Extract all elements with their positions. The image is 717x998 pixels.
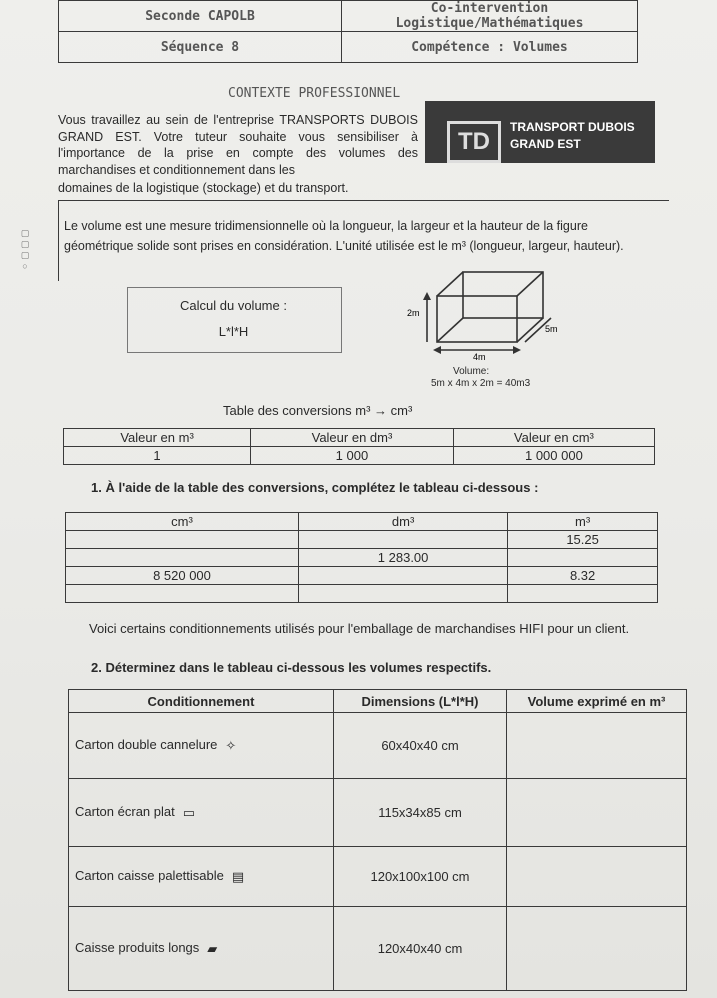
conv-header-dm3: Valeur en dm³ [251, 429, 454, 447]
t2-volume-answer[interactable] [507, 713, 687, 779]
volume-label: Volume: [453, 366, 490, 377]
t1-cell[interactable] [66, 549, 299, 567]
conv-header-cm3: Valeur en cm³ [453, 429, 654, 447]
logo-mark: TD [447, 121, 501, 163]
packaging-name: Carton double cannelure [75, 737, 218, 753]
t1-cell[interactable] [298, 585, 507, 603]
packaging-name: Carton écran plat [75, 804, 175, 820]
exercise-1-table [65, 512, 658, 603]
t2-volume-answer[interactable] [507, 847, 687, 907]
flat-screen-box-icon: ▭ [182, 804, 196, 820]
t1-header-dm3: dm³ [298, 513, 507, 531]
class-cell: Seconde CAPOLB [59, 1, 342, 32]
pallet-box-icon: ▤ [231, 868, 245, 884]
cointervention-cell [342, 1, 638, 32]
table-row [66, 585, 658, 603]
t2-header-packaging: Conditionnement [69, 690, 334, 713]
t1-cell[interactable] [66, 531, 299, 549]
intro-end: domaines de la logistique (stockage) et du transport. [58, 181, 349, 195]
header-table [58, 0, 638, 63]
t1-cell[interactable] [508, 585, 658, 603]
t1-cell[interactable]: 8 520 000 [66, 567, 299, 585]
contexte-heading: CONTEXTE PROFESSIONNEL [228, 86, 401, 101]
table-row [66, 549, 658, 567]
question-1: 1. À l'aide de la table des conversions, complétez le tableau ci-dessous : [91, 480, 539, 495]
t1-header-m3: m³ [508, 513, 658, 531]
side-margin-icon: ▢ ▢ ▢ ○ [20, 228, 30, 271]
table-row [69, 907, 687, 991]
packaging-intro: Voici certains conditionnements utilisés pour l'emballage de marchandises HIFI pour un client. [89, 621, 630, 636]
competence-cell: Compétence : Volumes [342, 32, 638, 63]
t2-volume-answer[interactable] [507, 779, 687, 847]
table-row [69, 713, 687, 779]
table-row [69, 847, 687, 907]
conv-header-m3: Valeur en m³ [64, 429, 251, 447]
t2-cell [69, 847, 334, 907]
t2-volume-answer[interactable] [507, 907, 687, 991]
cointervention-text: Co-intervention [430, 1, 549, 16]
t2-dimension: 120x40x40 cm [334, 907, 507, 991]
definition-text: Le volume est une mesure tridimensionnelle où la longueur, la largeur et la hauteur de la figure géométrique solide sont prises en considération. L'unité utilisée est le m³ (longueur, largeur, hauteur). [64, 219, 624, 253]
formula-title: Calcul du volume : [180, 298, 287, 313]
t2-dimension: 120x100x100 cm [334, 847, 507, 907]
t2-dimension: 115x34x85 cm [334, 779, 507, 847]
t1-cell[interactable]: 8.32 [508, 567, 658, 585]
question-2: 2. Déterminez dans le tableau ci-dessous les volumes respectifs. [91, 660, 492, 675]
t1-cell[interactable] [66, 585, 299, 603]
subject-text: Logistique/Mathématiques [395, 16, 584, 31]
t1-cell[interactable] [508, 549, 658, 567]
t2-header-volume: Volume exprimé en m³ [507, 690, 687, 713]
t2-cell [69, 907, 334, 991]
t1-cell[interactable]: 1 283.00 [298, 549, 507, 567]
t2-cell [69, 713, 334, 779]
formula-text: L*l*H [218, 324, 249, 339]
conv-value-cm3: 1 000 000 [453, 447, 654, 465]
logo-name-line1: TRANSPORT DUBOIS [510, 120, 635, 134]
length-label: 4m [473, 352, 486, 362]
t2-dimension: 60x40x40 cm [334, 713, 507, 779]
intro-paragraph: Vous travaillez au sein de l'entreprise TRANSPORTS DUBOIS GRAND EST. Votre tuteur souhaite vous sensibiliser à l'importance de la prise en compte des volumes des marchandises et conditionnement dans les [58, 113, 418, 177]
t2-header-dimensions: Dimensions (L*l*H) [334, 690, 507, 713]
conv-value-m3: 1 [64, 447, 251, 465]
packaging-name: Carton caisse palettisable [75, 868, 224, 884]
sequence-cell: Séquence 8 [59, 32, 342, 63]
volume-calc: 5m x 4m x 2m = 40m3 [431, 378, 531, 389]
exercise-2-table [68, 689, 687, 991]
t1-cell[interactable]: 15.25 [508, 531, 658, 549]
formula-box [127, 287, 342, 353]
conversion-table [63, 428, 655, 465]
carton-icon: ✧ [225, 737, 237, 753]
logo-name-line2: GRAND EST [510, 137, 581, 151]
height-label: 2m [407, 308, 420, 318]
packaging-name: Caisse produits longs [75, 940, 200, 956]
t2-cell [69, 779, 334, 847]
depth-label: 5m [545, 324, 558, 334]
box-figure [405, 262, 565, 362]
conversion-title: Table des conversions m³ → cm³ [223, 403, 413, 418]
table-row [69, 779, 687, 847]
long-crate-icon: ▰ [207, 940, 218, 956]
t1-cell[interactable] [298, 567, 507, 585]
table-row [66, 531, 658, 549]
conv-value-dm3: 1 000 [251, 447, 454, 465]
t1-header-cm3: cm³ [66, 513, 299, 531]
table-row [66, 567, 658, 585]
t1-cell[interactable] [298, 531, 507, 549]
